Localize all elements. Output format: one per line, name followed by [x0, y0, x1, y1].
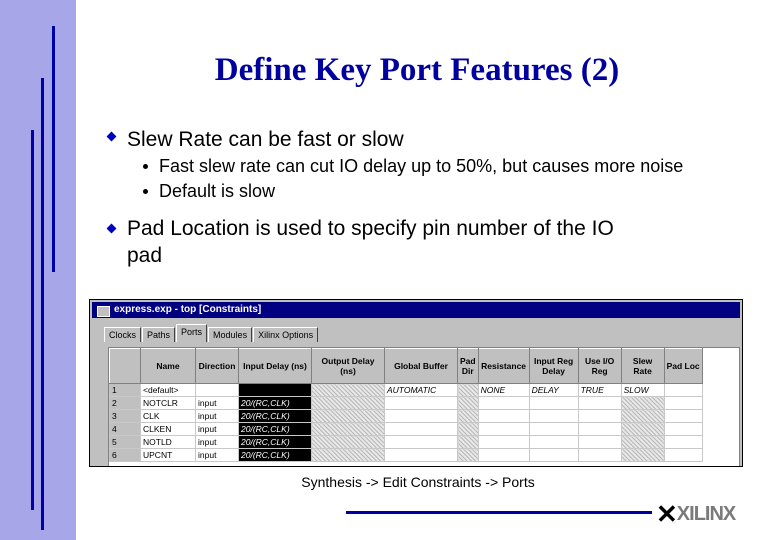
- footer-line: [346, 511, 652, 514]
- cell-name[interactable]: CLKEN: [141, 423, 196, 436]
- decor-line: [41, 78, 44, 530]
- constraints-window: [89, 299, 743, 467]
- table-row: [110, 436, 703, 449]
- cell-pad-loc[interactable]: [664, 397, 702, 410]
- tab-bar: [104, 327, 319, 343]
- cell-use-io-reg[interactable]: [578, 410, 621, 423]
- cell-direction[interactable]: input: [196, 449, 239, 462]
- col-header-index[interactable]: [110, 349, 141, 384]
- decor-line: [31, 130, 34, 510]
- app-icon: [97, 306, 110, 317]
- cell-input-reg-delay[interactable]: [529, 423, 578, 436]
- logo-text: XILINX: [676, 503, 736, 525]
- col-header-output-delay[interactable]: Output Delay (ns): [312, 349, 385, 384]
- cell-pad-dir[interactable]: [458, 397, 479, 410]
- cell-resistance[interactable]: NONE: [478, 384, 529, 397]
- sub-bullet-fast-slew: Fast slew rate can cut IO delay up to 50%, but causes more noise: [159, 156, 684, 176]
- row-index[interactable]: 5: [110, 436, 141, 449]
- cell-direction[interactable]: input: [196, 397, 239, 410]
- cell-input-reg-delay[interactable]: [529, 449, 578, 462]
- cell-resistance[interactable]: [478, 449, 529, 462]
- cell-pad-loc[interactable]: [664, 384, 702, 397]
- row-index[interactable]: 4: [110, 423, 141, 436]
- cell-global-buffer[interactable]: [385, 397, 458, 410]
- cell-name[interactable]: UPCNT: [141, 449, 196, 462]
- cell-pad-loc[interactable]: [664, 436, 702, 449]
- ports-grid: [108, 347, 740, 467]
- col-header-pad-dir[interactable]: Pad Dir: [458, 349, 479, 384]
- col-header-direction[interactable]: Direction: [196, 349, 239, 384]
- bullet-slew-rate: Slew Rate can be fast or slow: [127, 128, 404, 151]
- cell-resistance[interactable]: [478, 436, 529, 449]
- cell-input-reg-delay[interactable]: [529, 436, 578, 449]
- cell-slew-rate[interactable]: SLOW: [621, 384, 664, 397]
- caption: Synthesis -> Edit Constraints -> Ports: [301, 474, 535, 490]
- slide-title: Define Key Port Features (2): [214, 52, 620, 88]
- cell-slew-rate[interactable]: [621, 436, 664, 449]
- sub-bullet-dot-icon: [143, 189, 148, 194]
- sub-bullet-dot-icon: [143, 164, 148, 169]
- cell-pad-dir[interactable]: [458, 436, 479, 449]
- row-index[interactable]: 6: [110, 449, 141, 462]
- bullet-pad-location-line2: pad: [127, 244, 163, 267]
- cell-input-delay[interactable]: 20/(RC,CLK): [239, 423, 312, 436]
- tab-ports[interactable]: Ports: [176, 324, 207, 342]
- cell-input-delay[interactable]: 20/(RC,CLK): [239, 436, 312, 449]
- cell-resistance[interactable]: [478, 410, 529, 423]
- cell-pad-loc[interactable]: [664, 410, 702, 423]
- cell-global-buffer[interactable]: [385, 423, 458, 436]
- cell-use-io-reg[interactable]: [578, 436, 621, 449]
- tab-clocks[interactable]: Clocks: [104, 327, 141, 342]
- cell-input-delay[interactable]: 20/(RC,CLK): [239, 397, 312, 410]
- cell-direction[interactable]: input: [196, 410, 239, 423]
- cell-resistance[interactable]: [478, 423, 529, 436]
- window-titlebar[interactable]: [92, 302, 740, 318]
- table-row: [110, 449, 703, 462]
- col-header-input-reg-delay[interactable]: Input Reg Delay: [529, 349, 578, 384]
- cell-slew-rate[interactable]: [621, 449, 664, 462]
- col-header-input-delay[interactable]: Input Delay (ns): [239, 349, 312, 384]
- xilinx-logo: [656, 496, 735, 527]
- cell-output-delay[interactable]: [312, 449, 385, 462]
- cell-input-reg-delay[interactable]: [529, 397, 578, 410]
- cell-name[interactable]: NOTLD: [141, 436, 196, 449]
- row-index[interactable]: 3: [110, 410, 141, 423]
- table-row: [110, 384, 703, 397]
- cell-input-reg-delay[interactable]: [529, 410, 578, 423]
- header-row: [110, 349, 703, 384]
- cell-global-buffer[interactable]: [385, 436, 458, 449]
- cell-pad-dir[interactable]: [458, 423, 479, 436]
- cell-slew-rate[interactable]: [621, 397, 664, 410]
- cell-use-io-reg[interactable]: TRUE: [578, 384, 621, 397]
- col-header-pad-loc[interactable]: Pad Loc: [664, 349, 702, 384]
- row-index[interactable]: 1: [110, 384, 141, 397]
- bullet-diamond-icon: [107, 224, 117, 234]
- sub-bullet-default: Default is slow: [159, 181, 276, 201]
- tab-xilinx-options[interactable]: Xilinx Options: [253, 327, 318, 342]
- bullet-pad-location-line1: Pad Location is used to specify pin number of the IO: [127, 217, 614, 240]
- window-title: express.exp - top [Constraints]: [114, 304, 262, 315]
- cell-pad-loc[interactable]: [664, 449, 702, 462]
- cell-direction[interactable]: input: [196, 436, 239, 449]
- tab-paths[interactable]: Paths: [142, 327, 175, 342]
- table-row: [110, 423, 703, 436]
- cell-output-delay[interactable]: [312, 410, 385, 423]
- cell-global-buffer[interactable]: [385, 449, 458, 462]
- cell-use-io-reg[interactable]: [578, 397, 621, 410]
- table-row: [110, 410, 703, 423]
- cell-direction[interactable]: input: [196, 423, 239, 436]
- table-row: [110, 397, 703, 410]
- cell-global-buffer[interactable]: [385, 410, 458, 423]
- ports-table: [109, 348, 703, 462]
- cell-pad-dir[interactable]: [458, 384, 479, 397]
- col-header-use-io-reg[interactable]: Use I/O Reg: [578, 349, 621, 384]
- col-header-name[interactable]: Name: [141, 349, 196, 384]
- cell-use-io-reg[interactable]: [578, 449, 621, 462]
- cell-direction[interactable]: [196, 384, 239, 397]
- cell-slew-rate[interactable]: [621, 423, 664, 436]
- xilinx-x-mark-icon: ✕: [656, 499, 677, 529]
- cell-output-delay[interactable]: [312, 384, 385, 397]
- cell-pad-loc[interactable]: [664, 423, 702, 436]
- row-index[interactable]: 2: [110, 397, 141, 410]
- cell-pad-dir[interactable]: [458, 449, 479, 462]
- cell-use-io-reg[interactable]: [578, 423, 621, 436]
- cell-name[interactable]: NOTCLR: [141, 397, 196, 410]
- cell-global-buffer[interactable]: AUTOMATIC: [385, 384, 458, 397]
- cell-output-delay[interactable]: [312, 397, 385, 410]
- bullet-diamond-icon: [107, 132, 117, 142]
- cell-input-delay[interactable]: 20/(RC,CLK): [239, 410, 312, 423]
- cell-name[interactable]: <default>: [141, 384, 196, 397]
- col-header-resistance[interactable]: Resistance: [478, 349, 529, 384]
- cell-slew-rate[interactable]: [621, 410, 664, 423]
- cell-input-delay[interactable]: [239, 384, 312, 397]
- cell-resistance[interactable]: [478, 397, 529, 410]
- cell-input-delay[interactable]: 20/(RC,CLK): [239, 449, 312, 462]
- tab-modules[interactable]: Modules: [208, 327, 252, 342]
- cell-name[interactable]: CLK: [141, 410, 196, 423]
- cell-pad-dir[interactable]: [458, 410, 479, 423]
- cell-output-delay[interactable]: [312, 436, 385, 449]
- cell-output-delay[interactable]: [312, 423, 385, 436]
- col-header-global-buffer[interactable]: Global Buffer: [385, 349, 458, 384]
- cell-input-reg-delay[interactable]: DELAY: [529, 384, 578, 397]
- col-header-slew-rate[interactable]: Slew Rate: [621, 349, 664, 384]
